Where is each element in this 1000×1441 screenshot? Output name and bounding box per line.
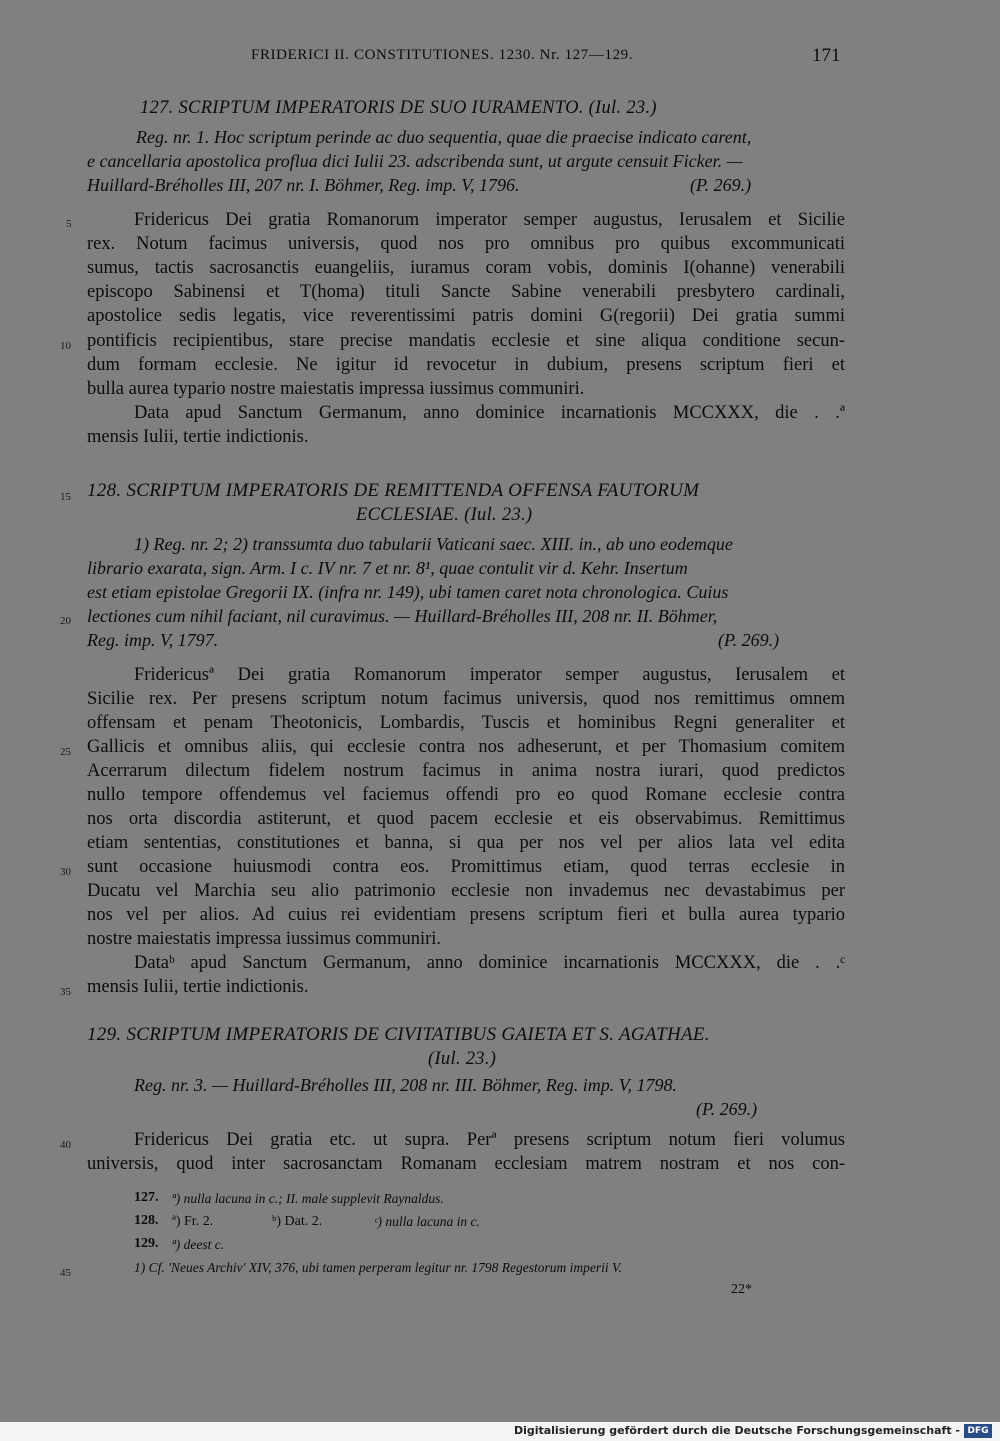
section-127-line-6: pontificis recipientibus, stare precise mandatis ecclesie et sine aliqua conditione secun- <box>87 331 845 351</box>
section-128-line-13: Dataᵇ apud Sanctum Germanum, anno dominice incarnationis MCCXXX, die . .ᶜ <box>134 953 845 973</box>
section-127-line-9: Data apud Sanctum Germanum, anno dominice incarnationis MCCXXX, die . .ª <box>134 403 845 423</box>
section-128-line-10: Ducatu vel Marchia seu alio patrimonio ecclesie non invademus nec devastabimus per <box>87 881 845 901</box>
section-128-line-9: sunt occasione huiusmodi contra eos. Promittimus etiam, quod terras ecclesie in <box>87 857 845 877</box>
section-127-meta-pnum: (P. 269.) <box>690 175 752 195</box>
section-128-heading-1: 128. SCRIPTUM IMPERATORIS DE REMITTENDA OFFENSA FAUTORUM <box>87 480 700 501</box>
section-127-line-3: sumus, tactis sacrosanctis euangeliis, iuramus coram vobis, dominis I(ohanne) venerabili <box>87 258 845 278</box>
running-header: FRIDERICI II. CONSTITUTIONES. 1230. Nr. 127—129. <box>251 47 634 63</box>
footnote-128-a: ª) Fr. 2. <box>172 1214 214 1229</box>
section-127-line-1: Fridericus Dei gratia Romanorum imperator semper augustus, Ierusalem et Sicilie <box>134 210 845 230</box>
section-127-meta-3: Huillard-Bréholles III, 207 nr. I. Böhmer, Reg. imp. V, 1796. <box>87 175 520 195</box>
section-129-meta-1: Reg. nr. 3. — Huillard-Bréholles III, 208 nr. III. Böhmer, Reg. imp. V, 1798. <box>134 1075 677 1095</box>
section-127-meta-1: Reg. nr. 1. Hoc scriptum perinde ac duo sequentia, quae die praecise indicato carent, <box>136 127 752 147</box>
section-128-meta-1: 1) Reg. nr. 2; 2) transsumta duo tabularii Vaticani saec. XIII. in., ab uno eodemque <box>134 534 733 554</box>
section-128-meta-4: lectiones cum nihil faciant, nil curavimus. — Huillard-Bréholles III, 208 nr. II. Böhmer, <box>87 606 718 626</box>
dfg-logo-icon: DFG <box>964 1424 992 1438</box>
section-128-meta-3: est etiam epistolae Gregorii IX. (infra nr. 149), ubi tamen caret nota chronologica. Cuius <box>87 582 729 602</box>
section-128-line-2: Sicilie rex. Per presens scriptum notum facimus universis, quod nos remittimus omnem <box>87 689 845 709</box>
footnote-129-label: 129. <box>134 1236 159 1251</box>
section-127-line-4: episcopo Sabinensi et T(homa) tituli Sancte Sabine venerabili presbytero cardinali, <box>87 282 845 302</box>
footer-funding-text: Digitalisierung gefördert durch die Deutsche Forschungsgemeinschaft - <box>513 1424 960 1437</box>
section-128-line-5: Acerrarum dilectum fidelem nostrum facimus in anima nostra iurari, quod predictos <box>87 761 845 781</box>
line-number-35: 35 <box>60 986 71 998</box>
section-128-line-3: offensam et penam Theotonicis, Lombardis, Tuscis et hominibus Regni generaliter et <box>87 713 845 733</box>
footnote-128-label: 128. <box>134 1213 159 1228</box>
section-129-line-2: universis, quod inter sacrosanctam Romanam ecclesiam matrem nostram et nos con- <box>87 1154 845 1174</box>
footnote-128-c: ᶜ) nulla lacuna in c. <box>374 1214 480 1229</box>
page-number: 171 <box>812 45 841 66</box>
line-number-20: 20 <box>60 615 71 627</box>
section-128-line-12: nostre maiestatis impressa iussimus communiri. <box>87 929 442 949</box>
section-129-line-1: Fridericus Dei gratia etc. ut supra. Perª presens scriptum notum fieri volumus <box>134 1130 845 1150</box>
section-129-meta-pnum: (P. 269.) <box>696 1099 758 1119</box>
line-number-30: 30 <box>60 866 71 878</box>
section-128-line-11: nos vel per alios. Ad cuius rei evidentiam presens scriptum fieri et bulla aurea typario <box>87 905 845 925</box>
line-number-45: 45 <box>60 1267 71 1279</box>
section-127-meta-2: e cancellaria apostolica proflua dici Iulii 23. adscribenda sunt, ut argute censuit Ficker. — <box>87 151 743 171</box>
section-128-meta-5: Reg. imp. V, 1797. <box>87 630 219 650</box>
line-number-40: 40 <box>60 1139 71 1151</box>
section-128-line-14: mensis Iulii, tertie indictionis. <box>87 977 309 997</box>
section-128-line-7: nos orta discordia astiterunt, et quod pacem ecclesie et eis observabimus. Remittimus <box>87 809 845 829</box>
line-number-25: 25 <box>60 746 71 758</box>
section-128-meta-2: librario exarata, sign. Arm. I c. IV nr. 7 et nr. 8¹, quae contulit vir d. Kehr. Insertum <box>87 558 688 578</box>
section-128-heading-2: ECCLESIAE. (Iul. 23.) <box>356 505 533 525</box>
line-number-15: 15 <box>60 491 71 503</box>
section-127-heading: 127. SCRIPTUM IMPERATORIS DE SUO IURAMENTO. (Iul. 23.) <box>140 98 657 118</box>
section-127-line-5: apostolice sedis legatis, vice reverentissimi patris domini G(regorii) Dei gratia summi <box>87 306 845 326</box>
section-128-line-1: Fridericusª Dei gratia Romanorum imperator semper augustus, Ierusalem et <box>134 665 845 685</box>
footnote-128-b: ᵇ) Dat. 2. <box>272 1214 323 1229</box>
footnote-127-text: ª) nulla lacuna in c.; II. male supplevit Raynaldus. <box>172 1191 444 1206</box>
section-127-line-2: rex. Notum facimus universis, quod nos pro omnibus pro quibus excommunicati <box>87 234 845 254</box>
line-number-10: 10 <box>60 340 71 352</box>
section-129-heading-2: (Iul. 23.) <box>428 1049 497 1069</box>
section-127-line-7: dum formam ecclesie. Ne igitur id revocetur in dubium, presens scriptum fieri et <box>87 355 845 375</box>
section-128-line-8: etiam sententias, constitutiones et banna, si qua per nos vel per alios lata vel edita <box>87 833 845 853</box>
section-128-meta-pnum: (P. 269.) <box>718 630 780 650</box>
section-127-line-10: mensis Iulii, tertie indictionis. <box>87 427 309 447</box>
footnote-129-text: ª) deest c. <box>172 1237 225 1252</box>
line-number-5: 5 <box>66 218 72 230</box>
section-127-line-8: bulla aurea typario nostre maiestatis impressa iussimus communiri. <box>87 379 585 399</box>
section-128-line-6: nullo tempore offendemus vel faciemus offendi pro eo quod Romane ecclesie contra <box>87 785 845 805</box>
section-128-line-4: Gallicis et omnibus aliis, qui ecclesie contra nos adheserunt, et per Thomasium comitem <box>87 737 845 757</box>
signature-mark: 22* <box>731 1282 752 1297</box>
footnote-1-text: 1) Cf. 'Neues Archiv' XIV, 376, ubi tamen perperam legitur nr. 1798 Regestorum imperii V. <box>134 1260 622 1275</box>
footnote-127-label: 127. <box>134 1190 159 1205</box>
section-129-heading-1: 129. SCRIPTUM IMPERATORIS DE CIVITATIBUS GAIETA ET S. AGATHAE. <box>87 1024 710 1045</box>
